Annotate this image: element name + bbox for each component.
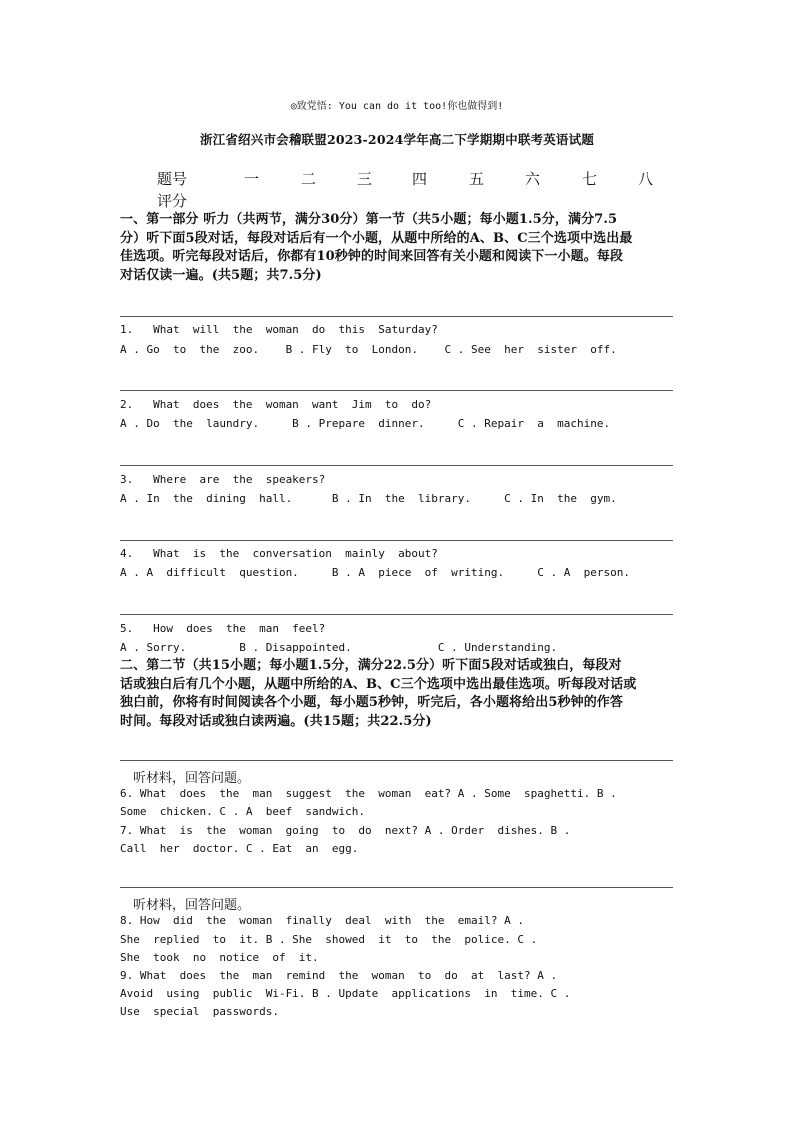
question-line: Use special passwords. — [120, 1005, 279, 1018]
listening-prompt: 听材料，回答问题。 — [133, 771, 251, 786]
score-label-points: 评分 — [157, 192, 188, 210]
section1-heading-line: 对话仅读一遍。(共5题；共7.5分) — [120, 267, 322, 283]
question-line: 7. What is the woman going to do next? A . Order dishes. B . — [120, 824, 571, 837]
options-2: A . Do the laundry. B . Prepare dinner. C . Repair a machine. — [120, 417, 611, 430]
score-col-8: 八 — [638, 170, 654, 188]
score-col-4: 四 — [412, 170, 428, 188]
question-5: 5. How does the man feel? — [120, 622, 326, 635]
options-3: A . In the dining hall. B . In the library. C . In the gym. — [120, 492, 617, 505]
question-3: 3. Where are the speakers? — [120, 473, 326, 486]
divider — [120, 390, 673, 391]
score-label-question-number: 题号 — [157, 170, 188, 188]
question-line: Call her doctor. C . Eat an egg. — [120, 842, 359, 855]
score-col-2: 二 — [301, 170, 317, 188]
section2-heading-line: 二、第二节（共15小题；每小题1.5分，满分22.5分）听下面5段对话或独白，每段对 — [120, 658, 622, 673]
question-1: 1. What will the woman do this Saturday? — [120, 323, 438, 336]
section1-heading-line: 佳选项。听完每段对话后，你都有10秒钟的时间来回答有关小题和阅读下一小题。每段 — [120, 249, 623, 264]
question-line: 8. How did the woman finally deal with the email? A . — [120, 914, 524, 927]
divider — [120, 540, 673, 541]
score-col-7: 七 — [582, 170, 598, 188]
question-line: 9. What does the man remind the woman to do at last? A . — [120, 969, 558, 982]
score-col-6: 六 — [525, 170, 541, 188]
divider — [120, 465, 673, 466]
motto-line: ◎致党悟: You can do it too!你也做得到! — [290, 101, 504, 112]
question-line: 6. What does the man suggest the woman eat? A . Some spaghetti. B . — [120, 787, 617, 800]
section2-heading — [120, 657, 672, 731]
section1-heading-line: 分）听下面5段对话，每段对话后有一个小题，从题中所给的A、B、C三个选项中选出最 — [120, 230, 633, 246]
section2-heading-line: 话或独白后有几个小题，从题中所给的A、B、C三个选项中选出最佳选项。听每段对话或 — [120, 676, 637, 692]
options-1: A . Go to the zoo. B . Fly to London. C . See her sister off. — [120, 343, 617, 356]
options-5: A . Sorry. B . Disappointed. C . Understanding. — [120, 641, 558, 654]
score-table-header — [157, 168, 677, 188]
question-4: 4. What is the conversation mainly about? — [120, 547, 438, 560]
section1-heading — [120, 211, 672, 285]
divider — [120, 887, 673, 888]
section2-heading-line: 时间。每段对话或独白读两遍。(共15题；共22.5分) — [120, 713, 432, 729]
section1-heading-line: 一、第一部分 听力（共两节，满分30分）第一节（共5小题；每小题1.5分，满分7.5 — [120, 212, 618, 227]
question-2: 2. What does the woman want Jim to do? — [120, 398, 432, 411]
listening-prompt: 听材料，回答问题。 — [133, 898, 251, 913]
divider — [120, 614, 673, 615]
section2-heading-line: 独白前，你将有时间阅读各个小题，每小题5秒钟，听完后，各小题将给出5秒钟的作答 — [120, 695, 623, 710]
score-col-3: 三 — [357, 170, 373, 188]
question-line: Avoid using public Wi-Fi. B . Update applications in time. C . — [120, 987, 571, 1000]
options-4: A . A difficult question. B . A piece of writing. C . A person. — [120, 566, 630, 579]
divider — [120, 316, 673, 317]
page-title: 浙江省绍兴市会稽联盟2023-2024学年高二下学期期中联考英语试题 — [199, 132, 595, 147]
question-line: She took no notice of it. — [120, 951, 319, 964]
question-line: She replied to it. B . She showed it to the police. C . — [120, 933, 538, 946]
score-col-1: 一 — [244, 170, 260, 188]
score-col-5: 五 — [469, 170, 485, 188]
question-line: Some chicken. C . A beef sandwich. — [120, 805, 366, 818]
divider — [120, 760, 673, 761]
